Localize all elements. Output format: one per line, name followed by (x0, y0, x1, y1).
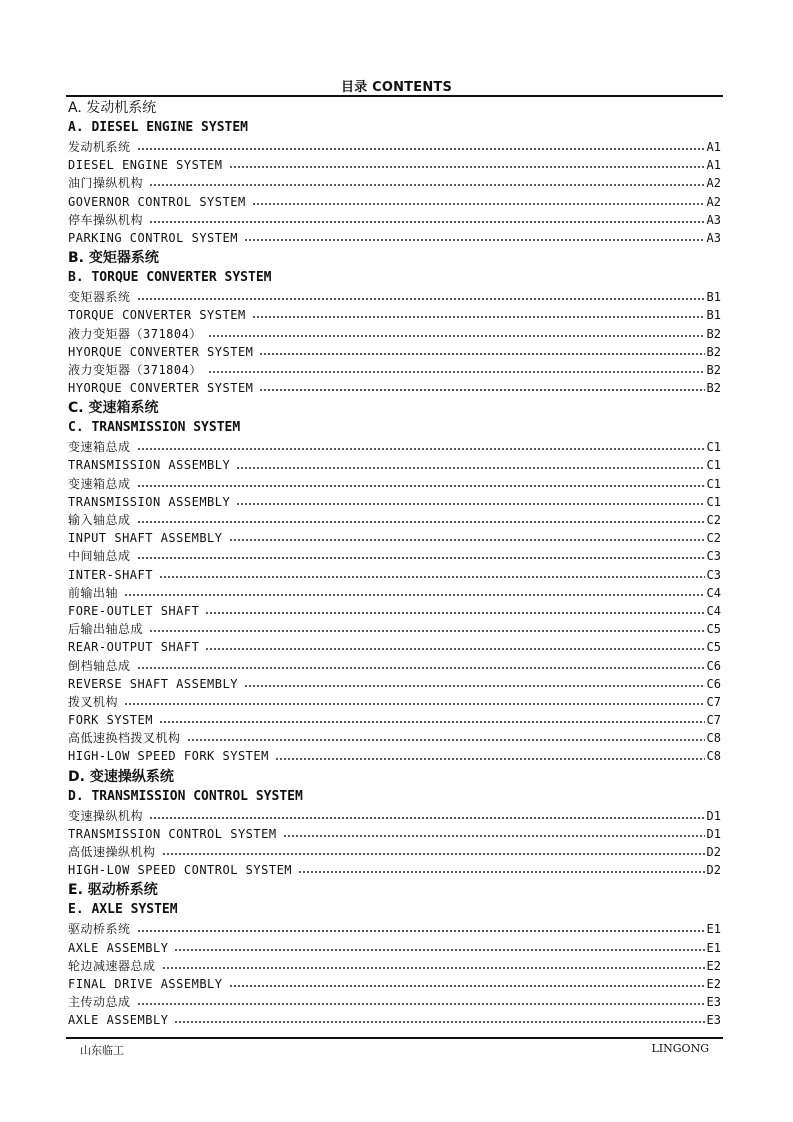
toc-entry[interactable] (68, 729, 721, 747)
toc-entry-page: C1 (706, 476, 721, 491)
dot-leader (298, 871, 705, 873)
toc-entry-title: HYORQUE CONVERTER SYSTEM (68, 344, 254, 359)
dot-leader (205, 612, 704, 614)
toc-entry-title: 高低速换档拨叉机构 (68, 731, 181, 746)
toc-entry-page: C7 (706, 713, 721, 728)
toc-entry[interactable] (68, 379, 721, 397)
toc-entry-title: 输入轴总成 (68, 513, 131, 527)
dot-leader (229, 166, 705, 168)
toc-entry[interactable] (68, 529, 721, 547)
section-heading-zh: B. 变矩器系统 (68, 250, 159, 267)
toc-entry-title: 拨叉机构 (68, 694, 119, 709)
footer-brand: LINGONG (651, 1042, 709, 1055)
toc-entry-page: B1 (706, 290, 721, 305)
dot-leader (174, 949, 704, 951)
toc-entry-page: B2 (706, 381, 721, 396)
toc-entry-page: C7 (706, 694, 721, 709)
toc-entry-title: FORK SYSTEM (68, 713, 153, 728)
toc-entry-title: INTER-SHAFT (68, 567, 153, 582)
dot-leader (149, 221, 705, 223)
toc-entry[interactable] (68, 939, 721, 957)
toc-entry-title: 停车操纵机构 (68, 212, 144, 227)
toc-entry[interactable] (68, 456, 721, 474)
toc-entry[interactable] (68, 174, 721, 192)
toc-entry[interactable] (68, 1011, 721, 1029)
toc-entry-title: 变速箱总成 (68, 476, 131, 491)
toc-entry-title: AXLE ASSEMBLY (68, 940, 169, 955)
toc-entry-title: HIGH-LOW SPEED FORK SYSTEM (68, 749, 269, 764)
dot-leader (229, 539, 705, 541)
toc-entry[interactable] (68, 493, 721, 511)
toc-entry-title: 液力变矩器（371804） (68, 326, 202, 341)
toc-entry-title: 变速操纵机构 (68, 808, 144, 823)
toc-entry[interactable] (68, 825, 721, 843)
section-heading-en: E. AXLE SYSTEM (68, 902, 178, 918)
toc-entry-page: C1 (706, 440, 721, 455)
toc-entry[interactable] (68, 675, 721, 693)
toc-entry-title: PARKING CONTROL SYSTEM (68, 230, 238, 245)
toc-entry-page: C6 (706, 658, 721, 673)
toc-entry[interactable] (68, 584, 721, 602)
toc-entry-title: 油门操纵机构 (68, 176, 144, 191)
toc-entry[interactable] (68, 475, 721, 493)
toc-entry[interactable] (68, 138, 721, 156)
toc-entry[interactable] (68, 920, 721, 938)
dot-leader (208, 371, 705, 373)
toc-entry[interactable] (68, 711, 721, 729)
toc-entry-title: TRANSMISSION ASSEMBLY (68, 494, 231, 509)
dot-leader (259, 353, 704, 355)
dot-leader (205, 648, 704, 650)
toc-entry-title: DIESEL ENGINE SYSTEM (68, 158, 223, 173)
dot-leader (137, 557, 705, 559)
section-heading-zh: E. 驱动桥系统 (68, 882, 158, 899)
toc-entry-title: AXLE ASSEMBLY (68, 1013, 169, 1028)
table-of-contents (68, 97, 721, 1030)
toc-entry-title: 主传动总成 (68, 995, 131, 1010)
toc-entry-page: E1 (706, 922, 721, 937)
dot-leader (236, 467, 704, 469)
dot-leader (149, 630, 705, 632)
toc-entry-page: C5 (706, 640, 721, 655)
toc-entry-page: B2 (706, 362, 721, 377)
toc-entry-page: E2 (706, 976, 721, 991)
dot-leader (162, 853, 705, 855)
toc-entry-page: C8 (706, 749, 721, 764)
toc-entry[interactable] (68, 747, 721, 765)
section-heading-zh: A. 发动机系统 (68, 100, 157, 116)
toc-entry-title: 倒档轴总成 (68, 658, 131, 673)
toc-entry[interactable] (68, 229, 721, 247)
toc-entry[interactable] (68, 361, 721, 379)
toc-entry-title: 前输出轴 (68, 585, 119, 600)
dot-leader (208, 335, 705, 337)
toc-entry-page: D1 (706, 808, 721, 823)
toc-entry[interactable] (68, 693, 721, 711)
toc-entry-page: B2 (706, 326, 721, 341)
dot-leader (259, 389, 704, 391)
toc-entry-title: TRANSMISSION ASSEMBLY (68, 458, 231, 473)
dot-leader (236, 503, 704, 505)
toc-entry-page: B2 (706, 344, 721, 359)
dot-leader (162, 967, 705, 969)
toc-entry-title: FINAL DRIVE ASSEMBLY (68, 976, 223, 991)
toc-entry-page: D2 (706, 845, 721, 859)
toc-entry[interactable] (68, 975, 721, 993)
toc-entry-page: C3 (706, 549, 721, 564)
toc-entry-title: 液力变矩器（371804） (68, 362, 202, 377)
toc-entry[interactable] (68, 620, 721, 638)
toc-entry-page: C1 (706, 494, 721, 509)
toc-entry-page: C2 (706, 531, 721, 546)
dot-leader (244, 239, 705, 241)
dot-leader (244, 685, 705, 687)
dot-leader (275, 758, 705, 760)
toc-entry[interactable] (68, 211, 721, 229)
toc-entry-page: C8 (706, 731, 721, 746)
section-heading-en: C. TRANSMISSION SYSTEM (68, 420, 241, 436)
toc-entry-title: 后输出轴总成 (68, 622, 144, 637)
toc-entry[interactable] (68, 343, 721, 361)
toc-entry[interactable] (68, 957, 721, 975)
section-heading-zh: C. 变速箱系统 (68, 400, 159, 417)
toc-entry-title: INPUT SHAFT ASSEMBLY (68, 531, 223, 546)
toc-entry-title: HIGH-LOW SPEED CONTROL SYSTEM (68, 863, 293, 878)
dot-leader (174, 1021, 704, 1023)
toc-entry[interactable] (68, 638, 721, 656)
toc-entry-page: C1 (706, 458, 721, 473)
dot-leader (283, 835, 705, 837)
toc-entry[interactable] (68, 843, 721, 861)
dot-leader (229, 985, 705, 987)
toc-entry-page: A2 (706, 194, 721, 209)
toc-entry[interactable] (68, 511, 721, 529)
toc-entry[interactable] (68, 807, 721, 825)
toc-entry[interactable] (68, 288, 721, 306)
section-heading-en: B. TORQUE CONVERTER SYSTEM (68, 270, 272, 286)
dot-leader (124, 594, 705, 596)
toc-entry-page: E2 (706, 958, 721, 973)
toc-entry-title: TRANSMISSION CONTROL SYSTEM (68, 826, 277, 841)
footer-divider (66, 1037, 723, 1039)
toc-entry-title: 高低速操纵机构 (68, 845, 156, 859)
toc-entry-page: C2 (706, 513, 721, 527)
dot-leader (137, 521, 705, 523)
section-heading-en: D. TRANSMISSION CONTROL SYSTEM (68, 788, 303, 804)
toc-entry-page: A2 (706, 176, 721, 191)
dot-leader (149, 817, 705, 819)
toc-entry-page: A1 (706, 158, 721, 173)
toc-entry-title: 发动机系统 (68, 140, 131, 154)
toc-entry-title: 中间轴总成 (68, 549, 131, 564)
dot-leader (159, 721, 705, 723)
toc-entry-page: C5 (706, 622, 721, 637)
dot-leader (137, 1003, 705, 1005)
toc-entry[interactable] (68, 325, 721, 343)
toc-entry[interactable] (68, 193, 721, 211)
footer-company: 山东临工 (80, 1044, 124, 1057)
dot-leader (137, 485, 705, 487)
toc-entry-page: E3 (706, 1013, 721, 1028)
toc-entry-page: B1 (706, 308, 721, 323)
toc-entry-page: A3 (706, 212, 721, 227)
dot-leader (137, 448, 705, 450)
toc-entry-title: GOVERNOR CONTROL SYSTEM (68, 194, 246, 209)
toc-entry-page: D1 (706, 826, 721, 841)
section-heading-en: A. DIESEL ENGINE SYSTEM (68, 120, 249, 135)
toc-entry[interactable] (68, 306, 721, 324)
section-heading-zh: D. 变速操纵系统 (68, 768, 174, 785)
toc-entry[interactable] (68, 156, 721, 174)
toc-entry-page: A1 (706, 140, 721, 154)
toc-entry-title: REVERSE SHAFT ASSEMBLY (68, 676, 238, 691)
toc-entry-page: E3 (706, 995, 721, 1010)
toc-entry[interactable] (68, 547, 721, 565)
dot-leader (187, 739, 705, 741)
toc-entry-page: C3 (706, 567, 721, 582)
toc-entry-title: REAR-OUTPUT SHAFT (68, 640, 200, 655)
toc-entry-page: E1 (706, 940, 721, 955)
dot-leader (252, 316, 705, 318)
toc-entry-page: D2 (706, 863, 721, 878)
toc-entry-page: C4 (706, 585, 721, 600)
dot-leader (137, 298, 705, 300)
toc-entry-page: C6 (706, 676, 721, 691)
toc-entry[interactable] (68, 602, 721, 620)
dot-leader (124, 703, 705, 705)
toc-entry-title: FORE-OUTLET SHAFT (68, 603, 200, 618)
toc-entry-title: 变矩器系统 (68, 290, 131, 305)
page-title: 目录 CONTENTS (340, 80, 453, 95)
toc-entry[interactable] (68, 566, 721, 584)
dot-leader (159, 576, 705, 578)
toc-entry-title: HYORQUE CONVERTER SYSTEM (68, 381, 254, 396)
toc-entry-title: 轮边减速器总成 (68, 958, 156, 973)
dot-leader (252, 203, 705, 205)
dot-leader (137, 148, 705, 150)
dot-leader (137, 930, 705, 932)
toc-entry-title: TORQUE CONVERTER SYSTEM (68, 308, 246, 323)
toc-entry[interactable] (68, 861, 721, 879)
toc-entry[interactable] (68, 438, 721, 456)
toc-entry-title: 驱动桥系统 (68, 922, 131, 937)
dot-leader (149, 184, 705, 186)
toc-entry-page: C4 (706, 603, 721, 618)
toc-entry[interactable] (68, 993, 721, 1011)
toc-entry-title: 变速箱总成 (68, 440, 131, 455)
dot-leader (137, 667, 705, 669)
toc-entry[interactable] (68, 657, 721, 675)
toc-entry-page: A3 (706, 230, 721, 245)
